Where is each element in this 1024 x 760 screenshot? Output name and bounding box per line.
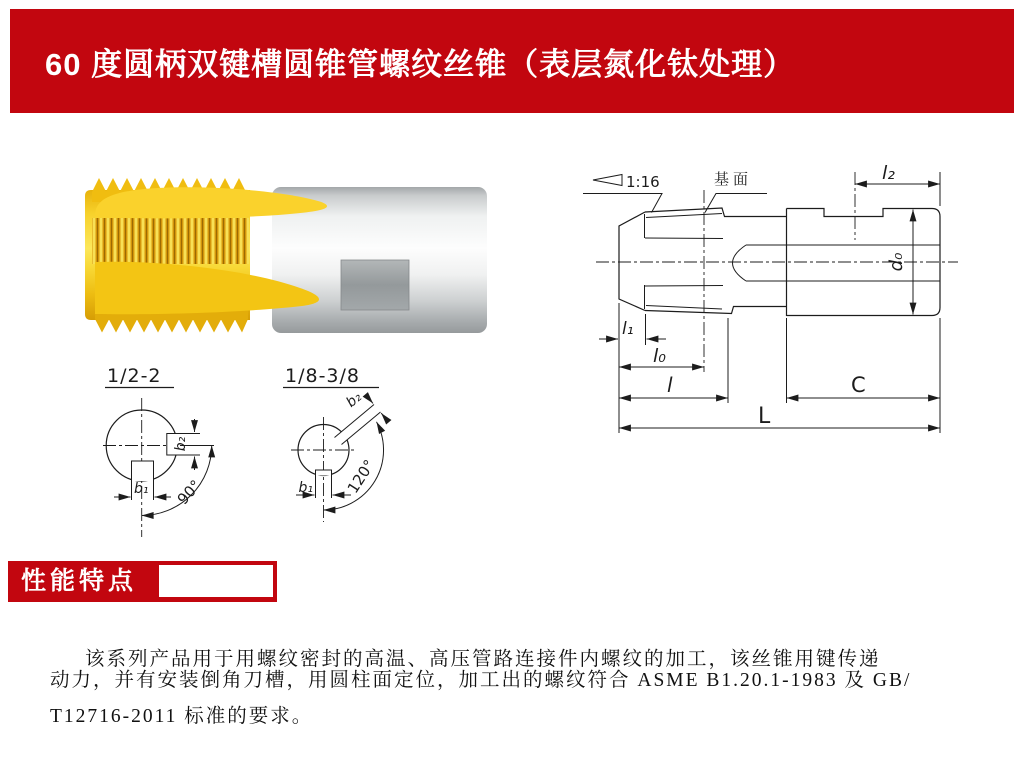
thread-ridges — [92, 218, 249, 264]
dim-label-l0: l₀ — [653, 345, 666, 367]
taper-leader-line — [583, 194, 662, 213]
section-left-label: 1/2-2 — [107, 365, 162, 387]
dim-line-b2 — [381, 413, 388, 422]
flute-runout-arc — [733, 245, 747, 281]
dim-label-l1: l₁ — [622, 319, 634, 339]
section-header-label: 性能特点 — [21, 568, 138, 595]
tap-outline-top — [645, 208, 787, 217]
dim-label-L: L — [758, 404, 771, 429]
cross-section-right — [283, 365, 389, 522]
keyway-mask — [132, 462, 153, 482]
thread-root-line — [645, 238, 723, 239]
thread-root-line — [645, 286, 723, 287]
figure-area — [0, 130, 1024, 550]
datum-leader-line — [705, 194, 767, 213]
section-header-blank-box — [159, 565, 273, 597]
datum-label: 基面 — [714, 172, 753, 188]
section-header-performance — [8, 561, 277, 602]
product-photo — [85, 178, 487, 333]
dim-label-b1: b₁ — [134, 481, 149, 497]
page-title: 60 度圆柄双键槽圆锥管螺纹丝锥（表层氮化钛处理） — [45, 46, 796, 82]
tap-front-face — [619, 212, 645, 311]
taper-symbol-icon — [593, 175, 622, 186]
title-banner — [10, 9, 1014, 113]
taper-ratio-label: 1:16 — [626, 173, 660, 191]
dim-line-b2 — [366, 395, 374, 404]
dim-label-b1: b₁ — [298, 480, 313, 496]
tap-outline-bottom — [645, 307, 787, 314]
shank-keyway — [341, 260, 409, 310]
dim-label-d0: d₀ — [886, 252, 907, 272]
crest-inner-line — [646, 214, 722, 218]
dim-label-b2: b₂ — [343, 389, 365, 411]
keyway-mask — [335, 405, 381, 445]
cross-section-left — [103, 365, 214, 537]
description-line: T12716-2011 标准的要求。 — [50, 706, 314, 727]
angle-label-120: 120° — [343, 456, 379, 497]
dim-label-b2: b₂ — [173, 436, 189, 452]
angle-label-90: 90° — [173, 476, 205, 509]
crest-inner-line — [646, 306, 722, 310]
section-right-label: 1/8-3/8 — [285, 365, 361, 387]
dim-label-l2: l₂ — [882, 162, 895, 184]
description-line: 动力，并有安装倒角刀槽，用圆柱面定位，加工出的螺纹符合 ASME B1.20.1-1983 及 GB/ — [50, 670, 912, 691]
description-line: 该系列产品用于用螺纹密封的高温、高压管路连接件内螺纹的加工，该丝锥用键传递 — [85, 649, 881, 670]
dim-label-l: l — [667, 373, 673, 397]
technical-drawing — [583, 162, 958, 433]
keyway-mask — [316, 471, 331, 476]
dim-label-C: C — [851, 373, 866, 397]
